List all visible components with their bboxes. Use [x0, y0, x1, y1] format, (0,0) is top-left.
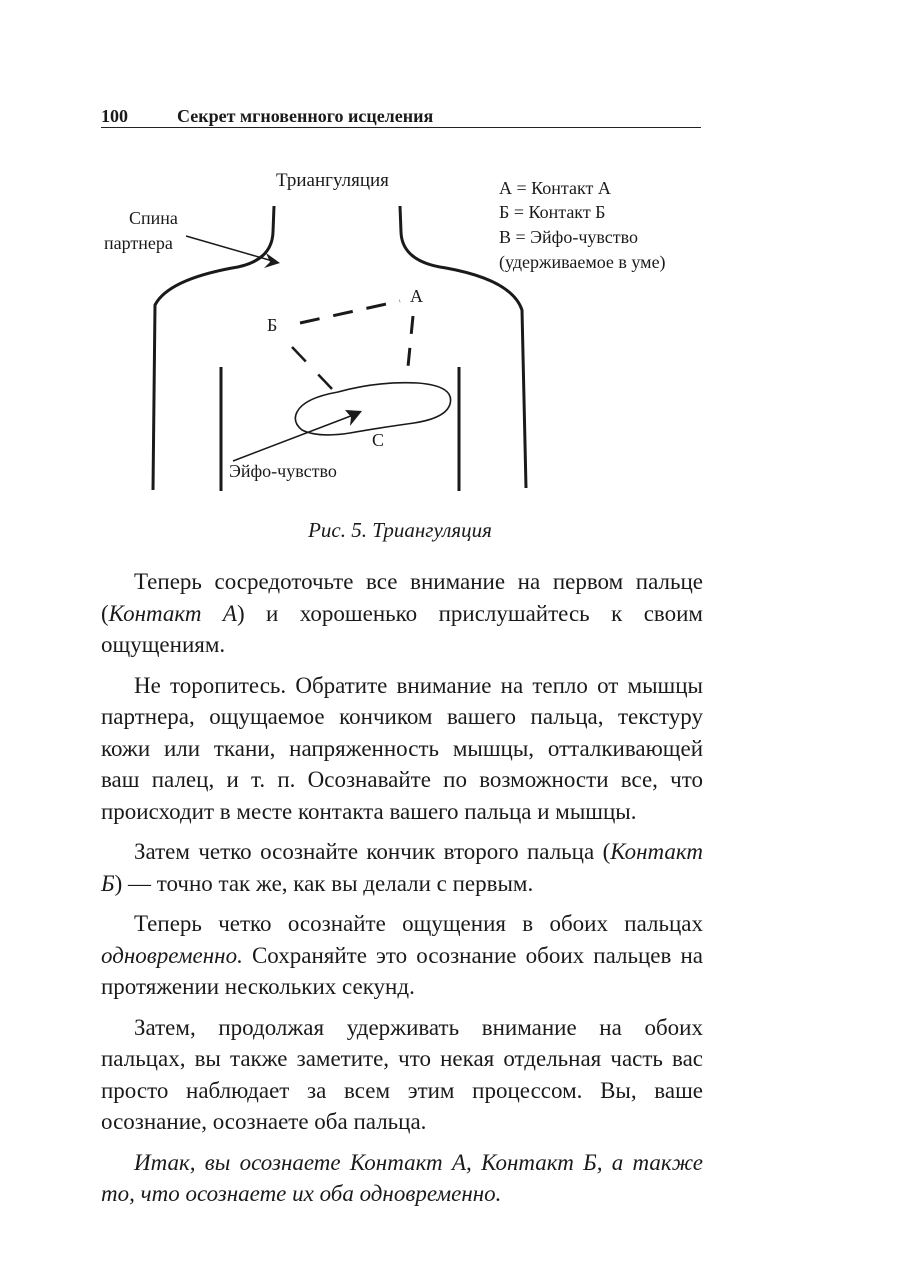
- legend-line-3: В = Эйфо-чувство: [499, 227, 639, 247]
- page-number: 100: [101, 106, 128, 126]
- neck-right-outline: [400, 206, 526, 488]
- legend-line-1: А = Контакт А: [499, 178, 611, 198]
- paragraph-5: Затем, продолжая удерживать внимание на обоих пальцах, вы также заметите, что некая отдельная часть вас просто наблюдает за всем этим процессом. Вы, ваше осознание, осознаете оба пальца.: [101, 1014, 703, 1134]
- paragraph-2: Не торопитесь. Обратите внимание на тепло от мышцы партнера, ощущаемое кончиком вашего пальца, текстуру кожи или ткани, напряженность мышцы, отталкивающей ваш палец, и т. п. Осознавайте по возможности все, что происходит в месте контакта вашего пальца и мышцы.: [101, 672, 703, 824]
- triangulation-diagram: [0, 0, 909, 520]
- figure-caption: Рис. 5. Триангуляция: [308, 518, 492, 542]
- back-arrow-head: [264, 253, 280, 268]
- dashed-line-b-c: [292, 347, 333, 390]
- legend-line-2: Б = Контакт Б: [499, 202, 606, 222]
- body-text: [101, 566, 703, 1219]
- eupho-arrow-line: [233, 414, 356, 461]
- label-eupho: Эйфо-чувство: [229, 461, 337, 481]
- figure-title: Триангуляция: [276, 170, 389, 191]
- legend-line-4: (удерживаемое в уме): [499, 252, 666, 272]
- paragraph-1: Теперь сосредоточьте все внимание на первом пальце (Контакт А) и хорошенько прислушайтесь к своим ощущениям.: [101, 569, 703, 657]
- dashed-line-b-a: [300, 301, 400, 323]
- paragraph-6: Итак, вы осознаете Контакт А, Контакт Б, а также то, что осознаете их оба одновременно.: [101, 1149, 703, 1206]
- point-b-label: Б: [267, 315, 278, 335]
- paragraph-4: Теперь четко осознайте ощущения в обоих пальцах одновременно. Сохраняйте это осознание обоих пальцев на протяжении нескольких секунд.: [101, 911, 703, 999]
- back-arrow-line: [186, 236, 276, 262]
- label-back-line-1: Спина: [129, 208, 178, 228]
- point-c-label: С: [372, 430, 385, 450]
- point-a-label: А: [410, 286, 423, 306]
- eupho-blob: [295, 383, 450, 435]
- label-back-line-2: партнера: [104, 233, 173, 253]
- running-title: Секрет мгновенного исцеления: [177, 106, 434, 126]
- dashed-line-a-c: [407, 316, 413, 377]
- paragraph-3: Затем четко осознайте кончик второго пальца (Контакт Б) — точно так же, как вы делали с первым.: [101, 839, 703, 896]
